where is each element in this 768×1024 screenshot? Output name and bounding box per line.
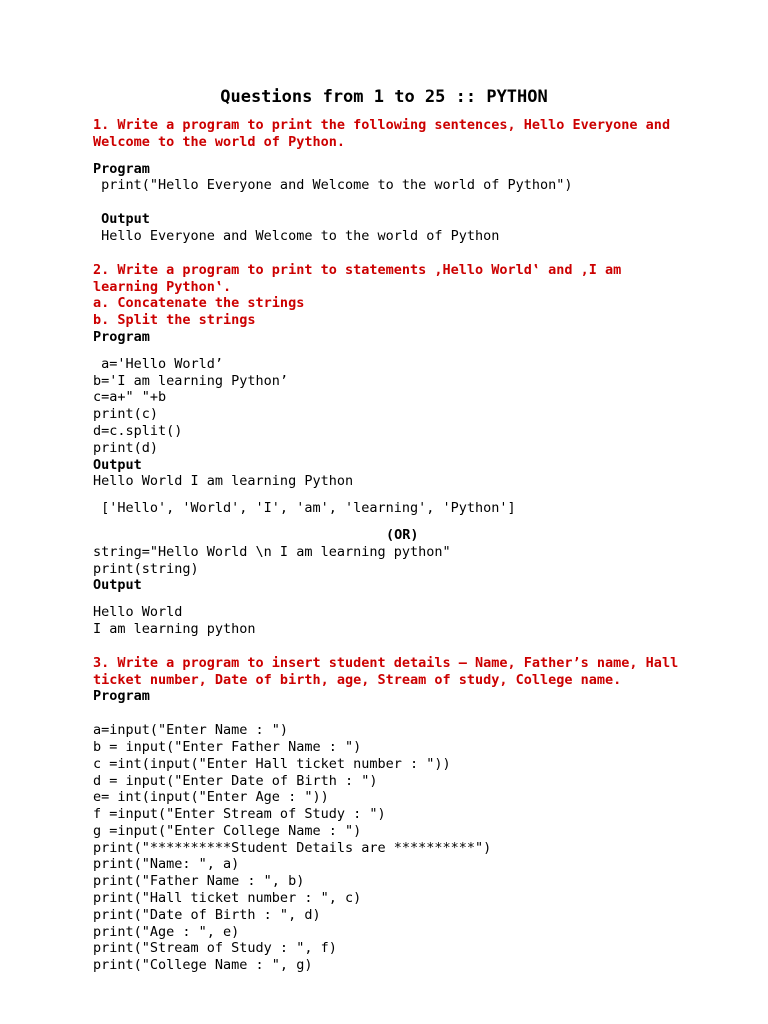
q2-alt-output-line: I am learning python [93,620,256,637]
q2-alt-code-line: print(string) [93,560,199,577]
q3-code-line: f =input("Enter Stream of Study : ") [93,806,386,823]
q2-alt-code-line: string="Hello World \n I am learning python" [93,543,451,560]
q2-output-line: ['Hello', 'World', 'I', 'am', 'learning', 'Python'] [93,500,516,517]
q2-code-line: print(d) [93,439,159,456]
q3-code-line: print("Date of Birth : ", d) [93,906,321,923]
q3-code-line: c =int(input("Enter Hall ticket number : ")) [93,755,451,772]
q2-program-label: Program [93,328,150,345]
q2-alt-output-line: Hello World [93,604,183,621]
q1-program-label: Program [93,160,150,177]
q2-code-line: print(c) [93,406,159,423]
q3-code-line: g =input("Enter College Name : ") [93,822,362,839]
q3-code-line: e= int(input("Enter Age : ")) [93,789,329,806]
q3-code-line: a=input("Enter Name : ") [93,722,289,739]
question-1-line-2: Welcome to the world of Python. [93,133,345,150]
q3-code-line: print("Stream of Study : ", f) [93,940,337,957]
document-body [93,117,733,974]
q2-code-line: c=a+" "+b [93,389,167,406]
question-2-line-1: 2. Write a program to print to statements ‚Hello World‛ and ‚I am [93,261,622,278]
q3-code-line: d = input("Enter Date of Birth : ") [93,772,378,789]
question-3-line-2: ticket number, Date of birth, age, Stream of study, College name. [93,671,622,688]
question-2-line-2: learning Python‛. [93,278,232,295]
page-title: Questions from 1 to 25 :: PYTHON [220,87,548,107]
q3-code-line: b = input("Enter Father Name : ") [93,738,362,755]
q2-code-line: a='Hello World’ [93,355,224,372]
q2-code-line: d=c.split() [93,422,183,439]
q1-output-line: Hello Everyone and Welcome to the world of Python [93,227,500,244]
q3-code-line: print("Name: ", a) [93,856,240,873]
question-3-line-1: 3. Write a program to insert student details – Name, Father’s name, Hall [93,654,679,671]
q3-code-line: print("Father Name : ", b) [93,873,305,890]
q1-code-line: print("Hello Everyone and Welcome to the world of Python") [93,177,573,194]
q3-code-line: print("College Name : ", g) [93,957,313,974]
or-separator: (OR) [386,526,419,543]
question-2-part-b: b. Split the strings [93,312,256,329]
q2-code-line: b='I am learning Python’ [93,372,289,389]
q3-code-line: print("Hall ticket number : ", c) [93,890,362,907]
q3-code-line: print("**********Student Details are **********") [93,839,492,856]
q2-output-line: Hello World I am learning Python [93,473,354,490]
q2-alt-output-label: Output [93,577,142,594]
question-2-part-a: a. Concatenate the strings [93,295,305,312]
question-1-line-1: 1. Write a program to print the following sentences, Hello Everyone and [93,117,671,133]
q2-output-label: Output [93,456,142,473]
q3-code-line: print("Age : ", e) [93,923,240,940]
q1-output-label: Output [93,211,150,228]
q3-program-label: Program [93,688,150,705]
